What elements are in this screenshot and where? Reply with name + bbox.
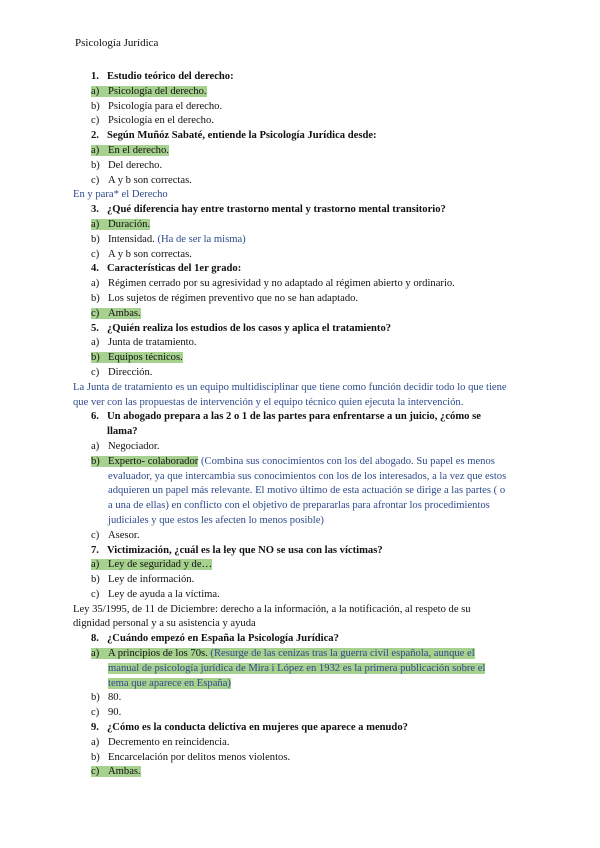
quiz-content <box>73 70 533 780</box>
question-4: 4. Características del 1er grado: <box>91 263 242 275</box>
q8-option-a: a) A principios de los 70s. (Resurge de las cenizas tras la guerra civil española, aunque el <box>91 648 475 660</box>
q7-note-line-1: Ley 35/1995, de 11 de Diciembre: derecho a la información, a la notificación, al respeto de su <box>73 603 471 615</box>
q4-option-c: c) Ambas. <box>91 307 141 319</box>
q5-option-b: b) Equipos técnicos. <box>91 352 183 364</box>
q7-option-c: c) Ley de ayuda a la víctima. <box>91 588 220 600</box>
q7-option-b: b) Ley de información. <box>91 574 195 586</box>
q1-option-c: c) Psicología en el derecho. <box>91 115 214 127</box>
q8-a-note-line-2: manual de psicología jurídica de Mira i López en 1932 es la primera publicación sobre el <box>108 662 486 674</box>
q1-option-a: a) Psicología del derecho. <box>91 85 207 97</box>
q5-note-line-2: que ver con las propuestas de intervención y el equipo técnico quien ejecuta la intervención. <box>73 396 464 408</box>
page-header: Psicología Jurídica <box>75 37 159 49</box>
q2-option-c: c) A y b son correctas. <box>91 174 192 186</box>
q9-option-a: a) Decremento en reincidencia. <box>91 736 230 748</box>
q7-option-a: a) Ley de seguridad y de… <box>91 559 213 571</box>
question-9: 9. ¿Cómo es la conducta delictiva en mujeres que aparece a menudo? <box>91 722 408 734</box>
question-3: 3. ¿Qué diferencia hay entre trastorno mental y trastorno mental transitorio? <box>91 204 446 216</box>
question-1: 1. Estudio teórico del derecho: <box>91 71 234 82</box>
question-7: 7. Victimización, ¿cuál es la ley que NO se usa con las víctimas? <box>91 544 383 556</box>
q3-option-b: b) Intensidad. (Ha de ser la misma) <box>91 233 246 245</box>
q6-b-note-line-2: evaluador, ya que intercambia sus conocimientos con los de los interesados, a la vez que estos <box>108 470 507 482</box>
q3-option-a: a) Duración. <box>91 218 151 230</box>
q4-option-b: b) Los sujetos de régimen preventivo que no se han adaptado. <box>91 292 359 304</box>
q3-option-c: c) A y b son correctas. <box>91 248 192 260</box>
question-2: 2. Según Muñóz Sabaté, entiende la Psicología Jurídica desde: <box>91 130 377 142</box>
q5-option-a: a) Junta de tratamiento. <box>91 337 197 349</box>
question-8: 8. ¿Cuándo empezó en España la Psicología Jurídica? <box>91 633 339 645</box>
q8-option-c: c) 90. <box>91 707 122 719</box>
question-6: 6. Un abogado prepara a las 2 o 1 de las partes para enfrentarse a un juicio, ¿cómo se <box>91 411 481 423</box>
q2-note: En y para* el Derecho <box>73 189 168 201</box>
question-6-continued: llama? <box>107 426 138 438</box>
q6-b-note-line-3: adquieren un papel más relevante. El motivo último de esta actuación se dirige a las partes ( o <box>108 485 506 497</box>
q9-option-b: b) Encarcelación por delitos menos violentos. <box>91 751 291 763</box>
q9-option-c: c) Ambas. <box>91 766 141 778</box>
q7-note-line-2: dignidad personal y a su asistencia y ayuda <box>73 618 256 630</box>
q6-option-c: c) Asesor. <box>91 529 140 541</box>
q8-a-note-line-3: tema que aparece en España) <box>108 677 231 689</box>
q6-option-b: b) Experto- colaborador (Combina sus conocimientos con los del abogado. Su papel es menos <box>91 455 495 467</box>
q6-option-a: a) Negociador. <box>91 440 160 452</box>
q8-option-b: b) 80. <box>91 692 122 704</box>
q6-b-note-line-5: judiciales y que estos les afecten lo menos posible) <box>108 514 324 526</box>
q5-note-line-1: La Junta de tratamiento es un equipo multidisciplinar que tiene como función decidir todo lo que tiene <box>73 381 507 393</box>
q2-option-b: b) Del derecho. <box>91 159 163 171</box>
q5-option-c: c) Dirección. <box>91 366 153 378</box>
q1-option-b: b) Psicología para el derecho. <box>91 100 223 112</box>
q4-option-a: a) Régimen cerrado por su agresividad y no adaptado al régimen abierto y ordinario. <box>91 278 455 290</box>
q2-option-a: a) En el derecho. <box>91 144 169 156</box>
q6-b-note-line-4: a una de ellas) en conflicto con el objetivo de prepararlas para afrontar los procedimientos <box>108 500 490 512</box>
question-5: 5. ¿Quién realiza los estudios de los casos y aplica el tratamiento? <box>91 322 392 334</box>
